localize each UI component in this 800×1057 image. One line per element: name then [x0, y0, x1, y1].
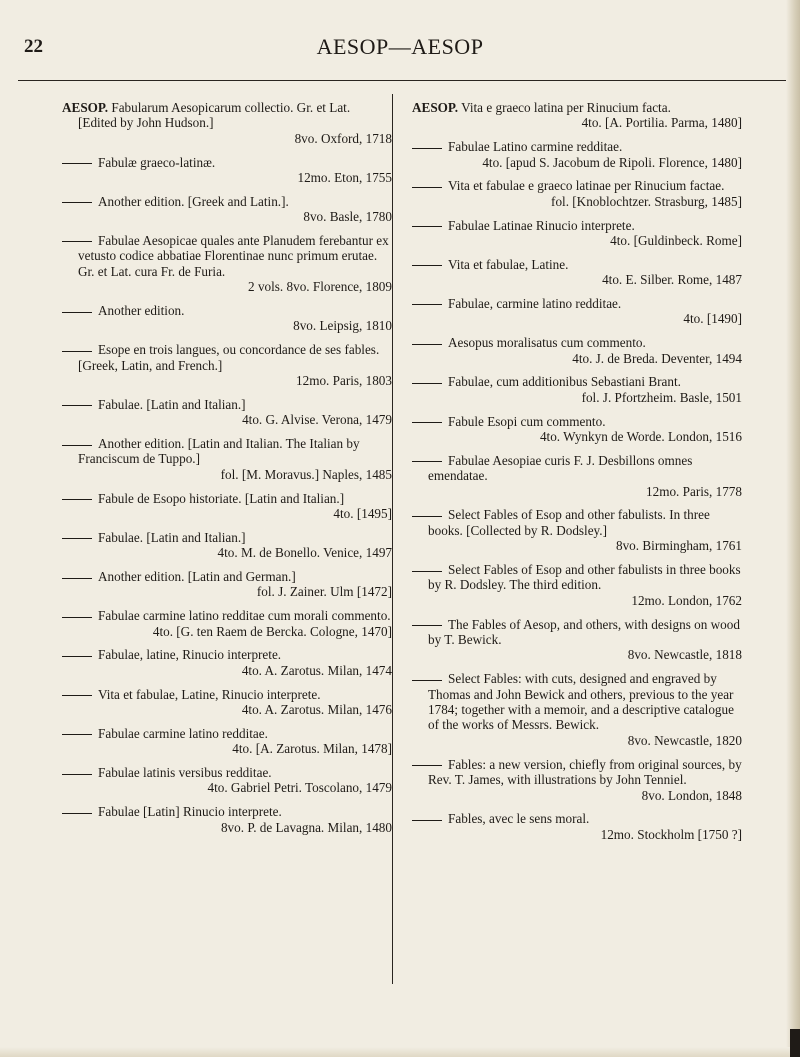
entry-imprint: 4to. A. Zarotus. Milan, 1474	[241, 662, 392, 678]
catalogue-entry	[412, 562, 742, 608]
catalogue-entry	[62, 726, 392, 757]
catalogue-entry	[62, 687, 392, 718]
ditto-dash	[62, 445, 92, 446]
entry-title: Fabulae carmine latino redditae.	[98, 725, 268, 741]
ditto-dash	[412, 765, 442, 766]
entry-title: Fabulae Latino carmine redditae.	[448, 139, 623, 155]
catalogue-entry	[412, 671, 742, 748]
entry-title-line	[412, 296, 742, 311]
ditto-dash	[62, 538, 92, 539]
entry-title-line	[62, 804, 392, 819]
entry-title: Fabulae, cum additionibus Sebastiani Brant.	[448, 374, 681, 390]
entry-title-line	[62, 608, 392, 623]
ditto-dash	[62, 499, 92, 500]
catalogue-entry	[412, 617, 742, 663]
entry-title-line	[62, 491, 392, 506]
ditto-dash	[412, 187, 442, 188]
entry-title-line	[412, 257, 742, 272]
entry-title: Select Fables of Esop and other fabulists. In three books. [Collected by R. Dodsley.]	[428, 507, 710, 538]
ditto-dash	[412, 625, 442, 626]
catalogue-entry	[412, 257, 742, 288]
page-edge-shadow	[786, 0, 800, 1057]
running-head: AESOP—AESOP	[316, 34, 484, 59]
entry-title: Fabulae. [Latin and Italian.]	[98, 396, 246, 412]
entry-imprint: 12mo. Paris, 1778	[646, 483, 742, 499]
entry-title: Aesopus moralisatus cum commento.	[448, 335, 646, 351]
entry-imprint: 8vo. Oxford, 1718	[294, 130, 392, 146]
ditto-dash	[62, 241, 92, 242]
ditto-dash	[62, 695, 92, 696]
entry-imprint: 4to. E. Silber. Rome, 1487	[602, 272, 742, 288]
entry-imprint: 4to. G. Alvise. Verona, 1479	[242, 412, 392, 428]
entry-title-line	[62, 647, 392, 662]
catalogue-entry	[62, 155, 392, 186]
catalogue-entry	[62, 491, 392, 522]
entry-title: Fabulae Aesopicae quales ante Planudem ferebantur ex vetusto codice abbatiae Florentinae nunc primum erutae. Gr. et Lat. cura Fr. de Furia.	[78, 233, 389, 279]
ditto-dash	[62, 312, 92, 313]
page-number: 22	[24, 36, 43, 57]
entry-title-line	[62, 194, 392, 209]
catalogue-entry	[412, 178, 742, 209]
ditto-dash	[412, 571, 442, 572]
entry-title: Vita e graeco latina per Rinucium facta.	[461, 100, 671, 115]
entry-imprint: 12mo. Eton, 1755	[297, 170, 392, 186]
ditto-dash	[62, 351, 92, 352]
entry-title-line	[412, 507, 742, 538]
entry-title: Another edition. [Greek and Latin.].	[98, 193, 289, 209]
catalogue-entry	[62, 569, 392, 600]
entry-title-line	[412, 562, 742, 593]
entry-imprint: fol. [M. Moravus.] Naples, 1485	[220, 466, 392, 482]
entry-title: Select Fables of Esop and other fabulists in three books by R. Dodsley. The third edition.	[428, 562, 741, 593]
entry-title-line	[62, 436, 392, 467]
ditto-dash	[62, 163, 92, 164]
entry-title-line	[62, 530, 392, 545]
ditto-dash	[62, 405, 92, 406]
ditto-dash	[412, 820, 442, 821]
ditto-dash	[62, 578, 92, 579]
entry-title-line	[62, 726, 392, 741]
entry-imprint: 2 vols. 8vo. Florence, 1809	[248, 279, 392, 295]
catalogue-entry	[412, 414, 742, 445]
entry-imprint: 8vo. P. de Lavagna. Milan, 1480	[220, 819, 392, 835]
ditto-dash	[412, 226, 442, 227]
entry-imprint: 4to. [G. ten Raem de Bercka. Cologne, 1470]	[152, 623, 392, 639]
entry-title: Fabulae. [Latin and Italian.]	[98, 529, 246, 545]
entry-imprint: fol. [Knoblochtzer. Strasburg, 1485]	[551, 193, 742, 209]
catalogue-entry	[62, 804, 392, 835]
entry-title-line	[412, 139, 742, 154]
entry-imprint: 12mo. London, 1762	[631, 592, 742, 608]
left-column	[62, 100, 392, 843]
entry-title-line	[412, 335, 742, 350]
entry-title-line	[412, 374, 742, 389]
entry-title-line	[62, 569, 392, 584]
header-rule	[18, 80, 786, 81]
entry-title: Vita et fabulae, Latine, Rinucio interprete.	[98, 686, 321, 702]
entry-imprint: 8vo. Leipsig, 1810	[293, 318, 392, 334]
entry-title-line	[412, 811, 742, 826]
ditto-dash	[412, 265, 442, 266]
ditto-dash	[412, 516, 442, 517]
catalogue-entry	[412, 507, 742, 553]
entry-imprint: 8vo. Birmingham, 1761	[615, 538, 742, 554]
entry-title: Fabulae carmine latino redditae cum morali commento.	[98, 608, 391, 624]
ditto-dash	[412, 680, 442, 681]
entry-title: Fabule de Esopo historiate. [Latin and Italian.]	[98, 490, 345, 506]
entry-imprint: 4to. Wynkyn de Worde. London, 1516	[539, 429, 742, 445]
entry-imprint: 8vo. Newcastle, 1818	[627, 647, 742, 663]
catalogue-entry	[62, 100, 392, 146]
entry-title: Select Fables: with cuts, designed and engraved by Thomas and John Bewick and others, previous to the year 1784; together with a memoir, and a descriptive catalogue of the works of Messrs. Bewick.	[428, 671, 734, 733]
entry-title: Fabulae, latine, Rinucio interprete.	[98, 647, 282, 663]
ditto-dash	[62, 734, 92, 735]
entry-title: Fables: a new version, chiefly from original sources, by Rev. T. James, with illustrations by John Tenniel.	[428, 756, 742, 788]
entry-imprint: fol. J. Zainer. Ulm [1472]	[256, 584, 392, 600]
entry-title: The Fables of Aesop, and others, with designs on wood by T. Bewick.	[428, 616, 740, 648]
entry-title-line	[62, 233, 392, 279]
catalogue-entry	[412, 139, 742, 170]
entry-title-line	[412, 671, 742, 733]
catalogue-entry	[62, 303, 392, 334]
catalogue-entry	[412, 453, 742, 499]
entry-imprint: 4to. Gabriel Petri. Toscolano, 1479	[207, 780, 392, 796]
entry-title: Fabulæ graeco-latinæ.	[98, 154, 216, 170]
entry-title: Fables, avec le sens moral.	[448, 811, 590, 827]
entry-title-line	[412, 453, 742, 484]
ditto-dash	[62, 656, 92, 657]
entry-title-line	[62, 397, 392, 412]
entry-imprint: 12mo. Paris, 1803	[296, 373, 392, 389]
entry-title-line	[412, 100, 742, 115]
entry-title-line	[412, 414, 742, 429]
catalogue-entry	[62, 608, 392, 639]
entry-imprint: fol. J. Pfortzheim. Basle, 1501	[581, 389, 742, 405]
ditto-dash	[412, 422, 442, 423]
catalogue-entry	[62, 194, 392, 225]
entry-imprint: 4to. M. de Bonello. Venice, 1497	[217, 545, 392, 561]
entry-imprint: 4to. [1490]	[683, 311, 742, 327]
entry-title-line	[412, 757, 742, 788]
entry-imprint: 4to. J. de Breda. Deventer, 1494	[572, 350, 742, 366]
entry-title-line	[412, 218, 742, 233]
page-corner-mark	[790, 1029, 800, 1057]
ditto-dash	[62, 617, 92, 618]
entry-title-line	[412, 178, 742, 193]
entry-title-line	[62, 303, 392, 318]
entry-title: Vita et fabulae e graeco latinae per Rinucium factae.	[448, 178, 725, 194]
entry-imprint: 4to. [1495]	[333, 506, 392, 522]
catalogue-entry	[412, 296, 742, 327]
entry-title: Esope en trois langues, ou concordance de ses fables. [Greek, Latin, and French.]	[78, 342, 380, 373]
entry-imprint: 12mo. Stockholm [1750 ?]	[600, 826, 742, 842]
ditto-dash	[412, 383, 442, 384]
entry-title-line	[62, 342, 392, 373]
catalogue-entry	[412, 757, 742, 803]
catalogue-entry	[62, 342, 392, 388]
entry-title: Vita et fabulae, Latine.	[448, 256, 569, 272]
entry-imprint: 4to. [A. Zarotus. Milan, 1478]	[232, 741, 392, 757]
ditto-dash	[62, 813, 92, 814]
entry-title: Fabulae latinis versibus redditae.	[98, 765, 272, 781]
entry-title-line	[62, 100, 392, 131]
ditto-dash	[62, 202, 92, 203]
entry-title: Fabulae Latinae Rinucio interprete.	[448, 217, 635, 233]
entry-title: Fabularum Aesopicarum collectio. Gr. et Lat. [Edited by John Hudson.]	[78, 100, 351, 131]
entry-imprint: 8vo. London, 1848	[641, 787, 742, 803]
catalogue-entry	[412, 811, 742, 842]
catalogue-entry	[412, 374, 742, 405]
entry-imprint: 4to. A. Zarotus. Milan, 1476	[241, 702, 392, 718]
entry-title-line	[412, 617, 742, 648]
entry-title-line	[62, 155, 392, 170]
catalogue-entry	[62, 397, 392, 428]
ditto-dash	[412, 148, 442, 149]
catalogue-entry	[62, 233, 392, 295]
catalogue-entry	[412, 335, 742, 366]
entry-title: Fabulae [Latin] Rinucio interprete.	[98, 804, 282, 820]
entry-title-line	[62, 687, 392, 702]
entry-heading: AESOP.	[62, 100, 109, 115]
entry-title-line	[62, 765, 392, 780]
entry-title: Fabulae Aesopiae curis F. J. Desbillons omnes emendatae.	[428, 452, 693, 484]
catalogue-entry	[62, 530, 392, 561]
entry-title: Another edition. [Latin and German.]	[98, 569, 296, 585]
entry-imprint: 8vo. Newcastle, 1820	[627, 732, 742, 748]
entry-heading: AESOP.	[412, 100, 459, 115]
entry-imprint: 4to. [Guldinbeck. Rome]	[610, 233, 742, 249]
entry-imprint: 8vo. Basle, 1780	[303, 209, 392, 225]
ditto-dash	[62, 774, 92, 775]
entry-title: Fabule Esopi cum commento.	[448, 413, 606, 429]
entry-imprint: 4to. [A. Portilia. Parma, 1480]	[581, 115, 742, 131]
entry-imprint: 4to. [apud S. Jacobum de Ripoli. Florence, 1480]	[482, 154, 742, 170]
entry-title: Fabulae, carmine latino redditae.	[448, 296, 622, 312]
ditto-dash	[412, 461, 442, 462]
ditto-dash	[412, 344, 442, 345]
right-column	[412, 100, 742, 851]
catalogue-entry	[62, 765, 392, 796]
catalogue-entry	[412, 100, 742, 131]
ditto-dash	[412, 304, 442, 305]
entry-title: Another edition. [Latin and Italian. The Italian by Franciscum de Tuppo.]	[78, 436, 360, 467]
catalogue-entry	[412, 218, 742, 249]
catalogue-entry	[62, 436, 392, 482]
catalogue-entry	[62, 647, 392, 678]
entry-title: Another edition.	[98, 303, 185, 319]
page-bottom-edge	[0, 1047, 800, 1057]
